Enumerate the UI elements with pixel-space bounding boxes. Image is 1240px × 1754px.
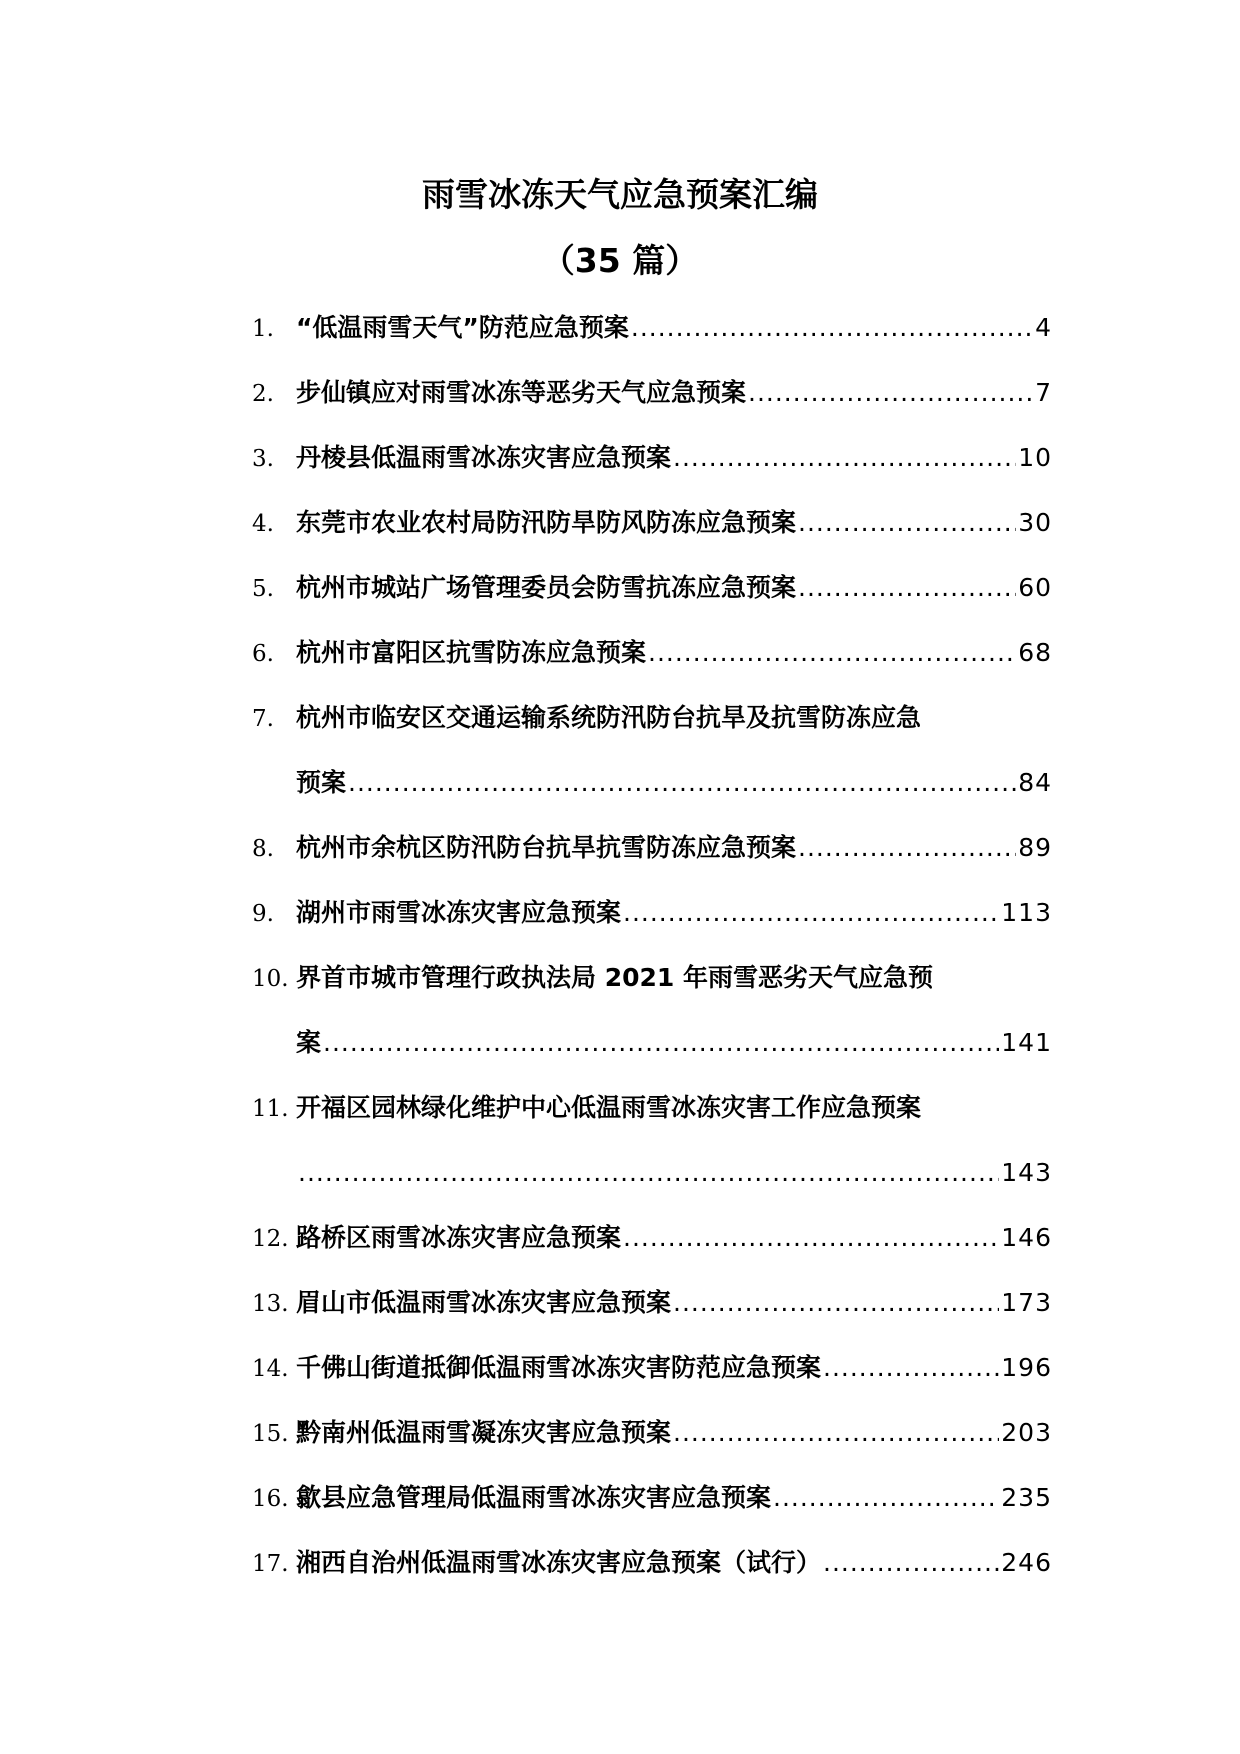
- toc-dot-leader: [648, 620, 1016, 685]
- toc-dot-leader: [623, 1205, 999, 1270]
- toc-entry-number: 12.: [252, 1226, 289, 1252]
- toc-entry[interactable]: [252, 295, 1052, 360]
- toc-entry-page-number: 113: [1001, 898, 1052, 927]
- toc-entry[interactable]: [252, 425, 1052, 490]
- toc-entry[interactable]: [252, 1530, 1052, 1595]
- toc-entry[interactable]: [252, 880, 1052, 945]
- document-subtitle: （35 篇）: [541, 241, 699, 280]
- toc-entry-page-number: 30: [1018, 508, 1052, 537]
- toc-entry-title: 千佛山街道抵御低温雨雪冰冻灾害防范应急预案: [296, 1353, 822, 1382]
- toc-dot-leader: [773, 1465, 999, 1530]
- toc-entry-title: 歙县应急管理局低温雨雪冰冻灾害应急预案: [296, 1483, 772, 1512]
- toc-dot-leader: [748, 360, 1033, 425]
- toc-entry-title: 路桥区雨雪冰冻灾害应急预案: [296, 1223, 622, 1252]
- toc-entry-title: 杭州市临安区交通运输系统防汛防台抗旱及抗雪防冻应急: [296, 703, 922, 732]
- toc-entry-title: 湘西自治州低温雨雪冰冻灾害应急预案（试行）: [296, 1548, 822, 1577]
- toc-entry-title: 杭州市富阳区抗雪防冻应急预案: [296, 638, 647, 667]
- toc-entry-title: 丹棱县低温雨雪冰冻灾害应急预案: [296, 443, 672, 472]
- toc-entry-number: 9.: [252, 901, 274, 927]
- toc-entry-number: 13.: [252, 1291, 289, 1317]
- toc-entry-page-number: 143: [1001, 1158, 1052, 1187]
- toc-entry-number: 1.: [252, 316, 274, 342]
- toc-dot-leader: [323, 1010, 999, 1075]
- toc-entry-number: 10.: [252, 966, 289, 992]
- toc-entry-page-number: 146: [1001, 1223, 1052, 1252]
- toc-entry-title: “低温雨雪天气”防范应急预案: [296, 313, 629, 342]
- toc-entry-page-number: 84: [1018, 768, 1052, 797]
- toc-entry-number: 7.: [252, 706, 274, 732]
- toc-dot-leader: [298, 1140, 999, 1205]
- toc-entry-page-number: 246: [1001, 1548, 1052, 1577]
- toc-dot-leader: [798, 490, 1016, 555]
- toc-entry-title: 界首市城市管理行政执法局 2021 年雨雪恶劣天气应急预: [296, 963, 933, 992]
- toc-dot-leader: [823, 1335, 999, 1400]
- toc-entry[interactable]: [252, 620, 1052, 685]
- document-title: 雨雪冰冻天气应急预案汇编: [422, 175, 818, 214]
- toc-dot-leader: [673, 1270, 999, 1335]
- toc-entry-page-number: 60: [1018, 573, 1052, 602]
- toc-entry[interactable]: [252, 815, 1052, 880]
- toc-entry-page-number: 141: [1001, 1028, 1052, 1057]
- toc-entry[interactable]: [252, 1465, 1052, 1530]
- toc-entry[interactable]: [252, 945, 1052, 1075]
- toc-entry-title: 湖州市雨雪冰冻灾害应急预案: [296, 898, 622, 927]
- toc-entry-number: 8.: [252, 836, 274, 862]
- toc-entry-page-number: 68: [1018, 638, 1052, 667]
- toc-entry[interactable]: [252, 685, 1052, 815]
- toc-entry-title-continued: 案: [296, 1028, 322, 1057]
- toc-entry[interactable]: [252, 1075, 1052, 1205]
- toc-dot-leader: [673, 1400, 999, 1465]
- toc-entry-page-number: 173: [1001, 1288, 1052, 1317]
- toc-entry-number: 17.: [252, 1551, 289, 1577]
- toc-entry[interactable]: [252, 555, 1052, 620]
- toc-entry-number: 16.: [252, 1486, 289, 1512]
- toc-entry-title: 黔南州低温雨雪凝冻灾害应急预案: [296, 1418, 672, 1447]
- toc-entry-title: 开福区园林绿化维护中心低温雨雪冰冻灾害工作应急预案: [296, 1093, 922, 1122]
- toc-dot-leader: [823, 1530, 999, 1595]
- toc-entry[interactable]: [252, 1270, 1052, 1335]
- toc-dot-leader: [623, 880, 999, 945]
- toc-entry-page-number: 235: [1001, 1483, 1052, 1512]
- toc-entry-number: 4.: [252, 511, 274, 537]
- toc-entry-number: 2.: [252, 381, 274, 407]
- toc-dot-leader: [673, 425, 1016, 490]
- toc-entry-number: 15.: [252, 1421, 289, 1447]
- toc-entry-title: 眉山市低温雨雪冰冻灾害应急预案: [296, 1288, 672, 1317]
- toc-entry-title-continued: 预案: [296, 768, 347, 797]
- toc-entry-number: 5.: [252, 576, 274, 602]
- toc-entry-page-number: 89: [1018, 833, 1052, 862]
- toc-entry[interactable]: [252, 1400, 1052, 1465]
- toc-entry-page-number: 196: [1001, 1353, 1052, 1382]
- toc-dot-leader: [798, 815, 1016, 880]
- toc-dot-leader: [798, 555, 1016, 620]
- toc-entry-page-number: 203: [1001, 1418, 1052, 1447]
- toc-entry-number: 11.: [252, 1096, 289, 1122]
- toc-entry-page-number: 10: [1018, 443, 1052, 472]
- toc-entry-number: 6.: [252, 641, 274, 667]
- table-of-contents: [252, 295, 1052, 1595]
- toc-entry-number: 14.: [252, 1356, 289, 1382]
- toc-entry-title: 杭州市余杭区防汛防台抗旱抗雪防冻应急预案: [296, 833, 797, 862]
- toc-entry[interactable]: [252, 360, 1052, 425]
- toc-entry-title: 东莞市农业农村局防汛防旱防风防冻应急预案: [296, 508, 797, 537]
- toc-entry-title: 杭州市城站广场管理委员会防雪抗冻应急预案: [296, 573, 797, 602]
- toc-entry-number: 3.: [252, 446, 274, 472]
- toc-entry-page-number: 4: [1035, 313, 1052, 342]
- toc-entry-page-number: 7: [1035, 378, 1052, 407]
- toc-dot-leader: [631, 295, 1033, 360]
- toc-entry-title: 步仙镇应对雨雪冰冻等恶劣天气应急预案: [296, 378, 747, 407]
- toc-entry[interactable]: [252, 490, 1052, 555]
- toc-dot-leader: [348, 750, 1016, 815]
- toc-entry[interactable]: [252, 1205, 1052, 1270]
- toc-entry[interactable]: [252, 1335, 1052, 1400]
